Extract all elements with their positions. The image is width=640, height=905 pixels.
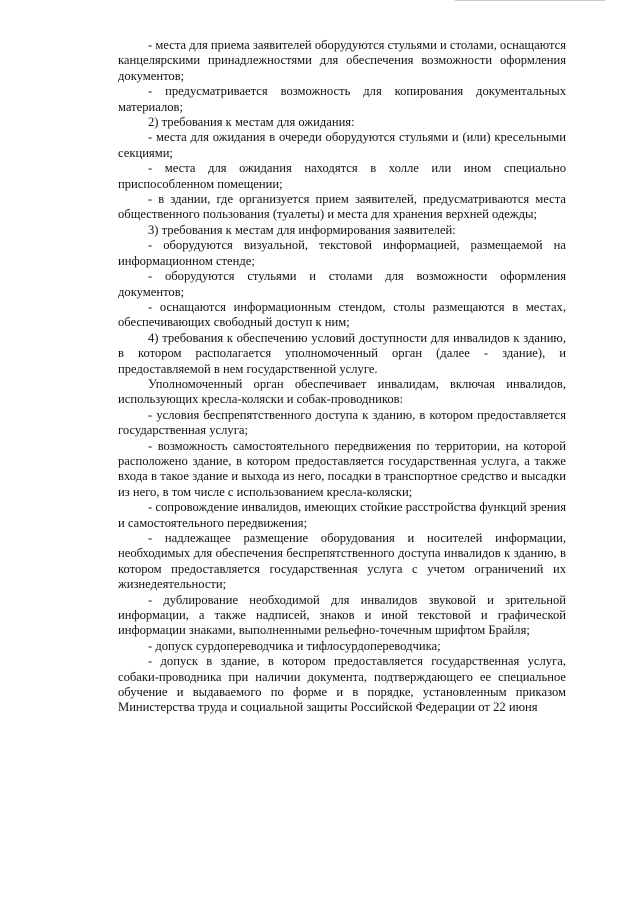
paragraph-waiting-requirements-heading: 2) требования к местам для ожидания: [148, 115, 355, 130]
paragraph-information-furniture: - оборудуются стульями и столами для возможности оформления документов; [118, 269, 566, 299]
paragraph-equipment-placement: - надлежащее размещение оборудования и носителей информации, необходимых для обеспечения беспрепятственного доступа инвалидов к зданию, в котором предоставляется государственная услуга с учетом ограничений их жизнедеятельности; [118, 531, 566, 592]
paragraph-information-requirements-heading: 3) требования к местам для информирования заявителей: [148, 222, 456, 237]
paragraph-braille-duplication: - дублирование необходимой для инвалидов звуковой и зрительной информации, а также надписей, знаков и иной текстовой и графической информации знаками, выполненными рельефно-точечным шрифтом Брайля; [118, 592, 566, 638]
top-edge-line [455, 0, 605, 1]
paragraph-guide-dog: - допуск в здание, в котором предоставляется государственная услуга, собаки-проводника при наличии документа, подтверждающего ее специальное обучение и выдаваемого по форме и в порядке, установленным приказом Министерства труда и социальной защиты Российской Федерации от 22 июня [118, 654, 566, 715]
paragraph-waiting-seating: - места для ожидания в очереди оборудуются стульями и (или) кресельными секциями; [118, 130, 566, 160]
paragraph-escort: - сопровождение инвалидов, имеющих стойкие расстройства функций зрения и самостоятельного передвижения; [118, 500, 566, 530]
paragraph-information-access: - оснащаются информационным стендом, столы размещаются в местах, обеспечивающих свободный доступ к ним; [118, 299, 566, 330]
document-body [118, 38, 566, 716]
paragraph-public-facilities: - в здании, где организуется прием заявителей, предусматриваются места общественного пользования (туалеты) и места для хранения верхней одежды; [118, 192, 566, 222]
paragraph-reception-places: - места для приема заявителей оборудуются стульями и столами, оснащаются канцелярскими принадлежностями для обеспечения возможности оформления документов; [118, 38, 566, 83]
paragraph-information-stand: - оборудуются визуальной, текстовой информацией, размещаемой на информационном стенде; [118, 238, 566, 268]
paragraph-waiting-location: - места для ожидания находятся в холле или ином специально приспособленном помещении; [118, 161, 566, 191]
paragraph-accessibility-heading: 4) требования к обеспечению условий доступности для инвалидов к зданию, в котором располагается уполномоченный орган (далее - здание), и предоставляемой в нем государственной услуге. [118, 330, 566, 376]
paragraph-sign-interpreter: - допуск сурдопереводчика и тифлосурдопереводчика; [148, 638, 441, 653]
paragraph-copying: - предусматривается возможность для копирования документальных материалов; [118, 84, 566, 114]
paragraph-unobstructed-access: - условия беспрепятственного доступа к зданию, в котором предоставляется государственная услуга; [118, 407, 566, 438]
paragraph-authority-provides: Уполномоченный орган обеспечивает инвалидам, включая инвалидов, использующих кресла-коляски и собак-проводников: [118, 376, 566, 407]
paragraph-independent-movement: - возможность самостоятельного передвижения по территории, на которой расположено здание, в котором предоставляется государственная услуга, а также входа в такое здание и выхода из него, посадки в транспортное средство и высадки из него, в том числе с использованием кресла-коляски; [118, 438, 566, 499]
